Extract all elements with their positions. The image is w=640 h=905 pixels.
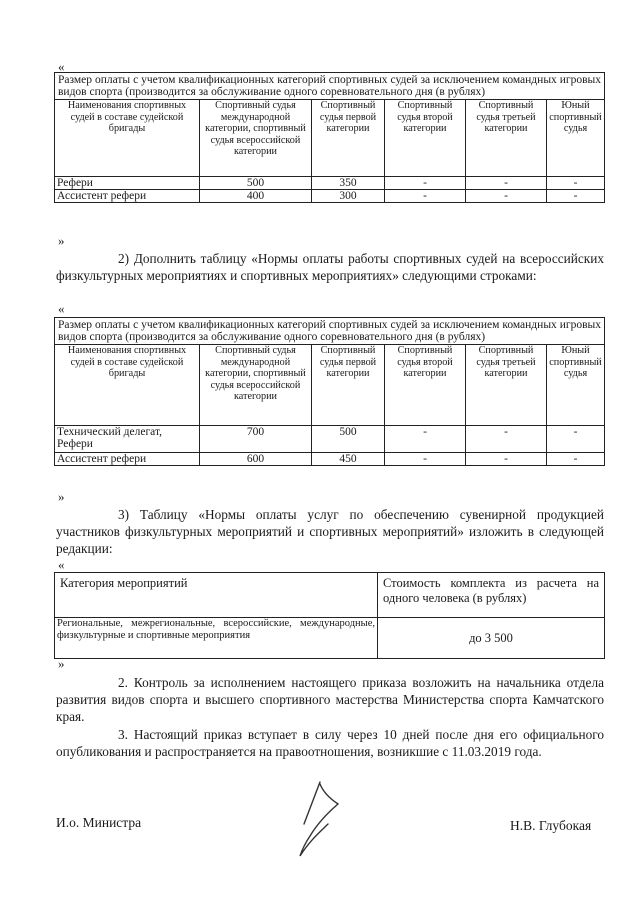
table2-close-quote: » bbox=[58, 489, 65, 504]
table1 bbox=[54, 72, 605, 203]
paragraph-3 bbox=[56, 506, 604, 557]
table2-cell: 450 bbox=[312, 453, 385, 466]
table1-header-col: Спортивный судья третьей категории bbox=[466, 100, 547, 177]
table2-header-col: Спортивный судья второй категории bbox=[385, 345, 466, 426]
table1-header-col: Наименования спортивных судей в составе судейской бригады bbox=[55, 100, 200, 177]
table1-close-quote: » bbox=[58, 233, 65, 248]
item-3-number: 3. bbox=[118, 727, 128, 742]
table-row bbox=[55, 190, 605, 203]
table1-cell: - bbox=[466, 177, 547, 190]
table3 bbox=[54, 572, 605, 659]
item-2-number: 2. bbox=[118, 675, 128, 690]
table2-cell: - bbox=[385, 453, 466, 466]
table2-cell: 500 bbox=[312, 426, 385, 453]
table2-cell: - bbox=[466, 426, 547, 453]
table2-cell: - bbox=[547, 453, 605, 466]
handwritten-signature-icon bbox=[280, 780, 350, 858]
item-3-text: Настоящий приказ вступает в силу через 10 дней после дня его официального опубликования и распространяется на правоотношения, возникшие с 11.03.2019 года. bbox=[56, 727, 605, 759]
table1-cell: - bbox=[547, 190, 605, 203]
signatory-name: Н.В. Глубокая bbox=[510, 818, 592, 833]
table3-header-category: Категория мероприятий bbox=[55, 573, 378, 618]
table1-cell: - bbox=[385, 190, 466, 203]
table2-open-quote: « bbox=[58, 301, 65, 316]
table2-cell: 600 bbox=[200, 453, 312, 466]
table-row bbox=[55, 177, 605, 190]
table1-cell: 500 bbox=[200, 177, 312, 190]
paragraph-2-text: Дополнить таблицу «Нормы оплаты работы спортивных судей на всероссийских физкультурных мероприятиях и спортивных мероприятиях» следующими строками: bbox=[56, 251, 604, 283]
table1-cell: - bbox=[547, 177, 605, 190]
item-2-text: Контроль за исполнением настоящего приказа возложить на начальника отдела развития видов спорта и высшего спортивного мастерства Министерства спорта Камчатского края. bbox=[56, 675, 604, 724]
table3-open-quote: « bbox=[58, 557, 65, 572]
paragraph-2 bbox=[56, 250, 604, 284]
table1-cell: 400 bbox=[200, 190, 312, 203]
table3-close-quote: » bbox=[58, 656, 65, 671]
table2 bbox=[54, 317, 605, 466]
table2-header-col: Спортивный судья третьей категории bbox=[466, 345, 547, 426]
table1-cell: - bbox=[385, 177, 466, 190]
table1-header-col: Спортивный судья второй категории bbox=[385, 100, 466, 177]
table2-cell: - bbox=[385, 426, 466, 453]
table3-row-category: Региональные, межрегиональные, всероссийские, международные, физкультурные и спортивные мероприятия bbox=[55, 618, 378, 659]
table-row bbox=[55, 453, 605, 466]
table2-caption: Размер оплаты с учетом квалификационных категорий спортивных судей за исключением командных игровых видов спорта (производится за обслуживание одного соревновательного дня (в рублях) bbox=[55, 318, 605, 345]
item-2 bbox=[56, 674, 604, 725]
table2-cell: - bbox=[466, 453, 547, 466]
paragraph-3-text: Таблицу «Нормы оплаты услуг по обеспечению сувенирной продукцией участников физкультурных мероприятий и спортивных мероприятий» изложить в следующей редакции: bbox=[56, 507, 604, 556]
table1-open-quote: « bbox=[58, 59, 65, 74]
table1-cell: Ассистент рефери bbox=[55, 190, 200, 203]
table1-cell: 300 bbox=[312, 190, 385, 203]
table-row bbox=[55, 426, 605, 453]
table2-cell: - bbox=[547, 426, 605, 453]
table2-header-col: Юный спортивный судья bbox=[547, 345, 605, 426]
table2-header-col: Наименования спортивных судей в составе судейской бригады bbox=[55, 345, 200, 426]
table1-header-col: Юный спортивный судья bbox=[547, 100, 605, 177]
table2-header-col: Спортивный судья международной категории, спортивный судья всероссийской категории bbox=[200, 345, 312, 426]
table1-cell: - bbox=[466, 190, 547, 203]
table1-caption: Размер оплаты с учетом квалификационных категорий спортивных судей за исключением командных игровых видов спорта (производится за обслуживание одного соревновательного дня (в рублях) bbox=[55, 73, 605, 100]
table1-header-col: Спортивный судья первой категории bbox=[312, 100, 385, 177]
table1-header-col: Спортивный судья международной категории, спортивный судья всероссийской категории bbox=[200, 100, 312, 177]
table2-header-col: Спортивный судья первой категории bbox=[312, 345, 385, 426]
table2-cell: Ассистент рефери bbox=[55, 453, 200, 466]
table3-header-cost: Стоимость комплекта из расчета на одного человека (в рублях) bbox=[378, 573, 605, 618]
table1-cell: Рефери bbox=[55, 177, 200, 190]
table2-cell: 700 bbox=[200, 426, 312, 453]
paragraph-3-number: 3) bbox=[118, 507, 130, 522]
table1-cell: 350 bbox=[312, 177, 385, 190]
signatory-position: И.о. Министра bbox=[56, 815, 142, 830]
table3-row-cost: до 3 500 bbox=[378, 618, 605, 659]
table2-cell: Технический делегат, Рефери bbox=[55, 426, 200, 453]
item-3 bbox=[56, 726, 604, 760]
paragraph-2-number: 2) bbox=[118, 251, 130, 266]
